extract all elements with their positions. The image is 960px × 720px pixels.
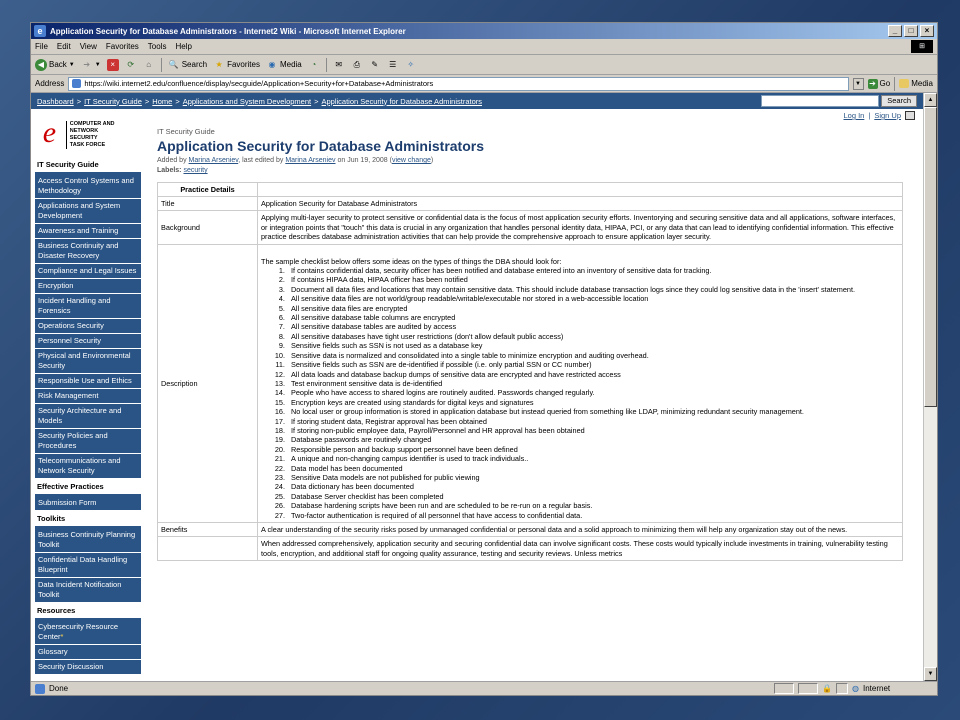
list-item: 5. All sensitive data files are encrypted (287, 304, 899, 313)
editor-link[interactable]: Marina Arseniev (285, 157, 336, 164)
lock-icon: 🔒 (822, 684, 833, 693)
security-task-force-logo (35, 113, 141, 157)
list-item: 14. People who have access to shared logins are routinely audited. Passwords changed regularly. (287, 388, 899, 397)
list-item: 4. All sensitive data files are not world/group readable/writable/executable nor stored in a web-accessible location (287, 294, 899, 303)
list-item: 8. All sensitive databases have tight user restrictions (don't allow default public access) (287, 332, 899, 341)
list-item: 22. Data model has been documented (287, 464, 899, 473)
scroll-down-button[interactable]: ▼ (924, 667, 937, 681)
list-item: 11. Sensitive fields such as SSN are de-identified if possible (i.e. only partial SSN or CC number) (287, 360, 899, 369)
sidebar-item-bc-toolkit[interactable]: Business Continuity Planning Toolkit (35, 528, 141, 553)
sidebar-item-responsible-use[interactable]: Responsible Use and Ethics (35, 374, 141, 389)
list-item: 21. A unique and non-changing campus identifier is used to track individuals.. (287, 454, 899, 463)
sidebar-item-compliance[interactable]: Compliance and Legal Issues (35, 264, 141, 279)
menu-help[interactable]: Help (175, 42, 192, 51)
table-row: Description The sample checklist below offers some ideas on the types of things the DBA should look for: 1. If contains confidential data, security officer has been notified and database entered into an inventory of sensitive data for tracking. 2. If contains HIPAA data, HIPAA officer has been notified 3. Document all data files and locations that may contain sensitive data. This should include database transaction logs since they could log sensitive data in the 'insert' statement. 4. All sensitive data files are not world/group readable/writable/executable nor stored in a web-accessible location 5. All sensitive data files are encrypted 6. All sensitive database table columns are encrypted 7. All sensitive database tables are audited by access 8. All sensitive databases have tight user restrictions (don't allow default public access) 9. Sensitive fields such as SSN is not used as a database key 10. Sensitive data is normalized and consolidated into a single table to minimize encryption and auditing overhead. 11. Sensitive fields such as SSN are de-identified if possible (i.e. only partial SSN or CC number) 12. All data loads and database backup dumps of sensitive data are encrypted and have restricted access 13. Test environment sensitive data is de-identified 14. People who have access to shared logins are routinely audited. Passwords changed regularly. 15. Encryption keys are created using standards for digital keys and signatures 16. No local user or group information is stored in application database but instead queried from something like LDAP, minimizing redundant security management. 17. If storing student data, Registrar approval has been obtained 18. If storing non-public employee data, Payroll/Personnel and HR approval has been obtained 19. Database passwords are routinely changed 20. Responsible person and backup support personnel have been defined 21. A unique and non-changing campus identifier is used to track individuals.. 22. Data model has been documented 23. Sensitive Data models are not published for public viewing 24. Data dictionary has been documented 25. Database Server checklist has been completed 26. Database hardening scripts have been run and are scheduled to be re-run on a regular basis. 27. Two-factor authentication is required of all personnel that have access to confidential data. (158, 244, 903, 522)
sidebar-item-risk-management[interactable]: Risk Management (35, 389, 141, 404)
search-button[interactable]: 🔍 Search (168, 59, 208, 69)
sidebar-item-access-control[interactable]: Access Control Systems and Methodology (35, 174, 141, 199)
table-row: Benefits A clear understanding of the security risks posed by unmanaged confidential or personal data and a solid approach to minimizing them will help any organization stay out of the news. (158, 523, 903, 537)
address-input[interactable] (68, 77, 848, 91)
browser-window (30, 22, 938, 696)
crumb-it-security-guide[interactable]: IT Security Guide (84, 96, 142, 106)
list-item: 2. If contains HIPAA data, HIPAA officer has been notified (287, 275, 899, 284)
page-icon (72, 79, 81, 88)
zone-label: Internet (863, 684, 891, 693)
sidebar-section-toolkits[interactable]: Toolkits (35, 511, 141, 528)
ie-icon: e (34, 25, 46, 37)
close-button[interactable]: × (920, 25, 934, 37)
sidebar-item-physical-security[interactable]: Physical and Environmental Security (35, 349, 141, 374)
sidebar-item-data-incident[interactable]: Data Incident Notification Toolkit (35, 578, 141, 603)
list-item: 15. Encryption keys are created using standards for digital keys and signatures (287, 398, 899, 407)
minimize-button[interactable]: _ (888, 25, 902, 37)
list-item: 9. Sensitive fields such as SSN is not used as a database key (287, 341, 899, 350)
back-button[interactable]: ◀ Back ▼ (35, 59, 75, 71)
sidebar-item-awareness[interactable]: Awareness and Training (35, 224, 141, 239)
menu-view[interactable]: View (79, 42, 97, 51)
sidebar-item-security-discussion[interactable]: Security Discussion (35, 660, 141, 675)
menu-file[interactable]: File (35, 42, 48, 51)
media-link[interactable]: Media (899, 79, 933, 88)
list-item: 20. Responsible person and backup support personnel have been defined (287, 445, 899, 454)
list-item: 17. If storing student data, Registrar approval has been obtained (287, 417, 899, 426)
page-metadata: Added by Marina Arseniev, last edited by Marina Arseniev on Jun 19, 2008 (view change) (157, 157, 434, 164)
menu-edit[interactable]: Edit (56, 42, 71, 51)
sidebar-item-business-continuity[interactable]: Business Continuity and Disaster Recovery (35, 239, 141, 264)
main-content: Log In | Sign Up IT Security Guide Application Security for Database Administrators Added by Marina Arseniev, last edited by Marina Arseniev on Jun 19, 2008 (view change) Labels: security Practice Details Title Application Security for Database Administrators Background Applying multi-layer security to protect sensitive or confidential data is the focus of most application security efforts. Inventorying and securing sensitive data and all applications, software interfaces, or integration points that "touch" this data is crucial in any organization that handles personal identity data, HIPAA, PCI, or any data that can lead to identifying confidential information. This effective practice describes database administration activities that can help provide the comprehensive approach to ensure application layer security. Description The sample checklist below offers some ideas on the types of things the DBA should look for: 1. If contains confidential data, security officer has been notified and database entered into an inventory of sensitive data for tracking. 2. If contains HIPAA data, HIPAA officer has been notified 3. Document all data files and locations that may contain sensitive data. This should include database transaction logs since they could log sensitive data in the 'insert' statement. 4. All sensitive data files are not world/group readable/writable/executable nor stored in a web-accessible location 5. All sensitive data files are encrypted 6. All sensitive database table columns are encrypted 7. All sensitive database tables are audited by access 8. All sensitive databases have tight user restrictions (don't allow default public access) 9. Sensitive fields such as SSN is not used as a database key 10. Sensitive data is normalized and consolidated into a single table to minimize encryption and auditing overhead. 11. Sensitive fields such as SSN are de-identified if possible (i.e. only partial SSN or CC number) 12. All data loads and database backup dumps of sensitive data are encrypted and have restricted access 13. Test environment sensitive data is de-identified 14. People who have access to shared logins are routinely audited. Passwords changed regularly. 15. Encryption keys are created using standards for digital keys and signatures 16. No local user or group information is stored in application database but instead queried from something like LDAP, minimizing redundant security management. 17. If storing student data, Registrar approval has been obtained 18. If storing non-public employee data, Payroll/Personnel and HR approval has been obtained 19. Database passwords are routinely changed 20. Responsible person and backup support personnel have been defined 21. A unique and non-changing campus identifier is used to track individuals.. 22. Data model has been documented 23. Sensitive Data models are not published for public viewing 24. Data dictionary has been documented 25. Database Server checklist has been completed 26. Database hardening scripts have been run and are scheduled to be re-run on a regular basis. 27. Two-factor authentication is required of all personnel that have access to confidential data. Benefits A clear understanding of the security risks posed by unmanaged confidential or personal data and a solid approach to minimizing them will help any organization stay out of the news. When addressed comprehensively, application security and securing confidential data can involve significant costs. These costs would typically include investments in training, vulnerability testing tools, encryption, and additional staff for ongoing quality assurance, testing and security reviews. Unless metrics (143, 109, 923, 681)
sidebar-item-security-policies[interactable]: Security Policies and Procedures (35, 429, 141, 454)
star-icon: ★ (215, 59, 223, 69)
wiki-search-button[interactable]: Search (881, 95, 917, 107)
table-row: When addressed comprehensively, application security and securing confidential data can involve significant costs. These costs would typically include investments in training, vulnerability testing tools, encryption, and additional staff for ongoing quality assurance, testing and security reviews. Unless metrics (158, 537, 903, 561)
list-item: 18. If storing non-public employee data, Payroll/Personnel and HR approval has been obtained (287, 426, 899, 435)
table-row: Title Application Security for Database Administrators (158, 197, 903, 211)
menu-favorites[interactable]: Favorites (105, 42, 139, 51)
logo-letter: e (42, 116, 57, 149)
address-dropdown[interactable]: ▼ (853, 78, 864, 90)
checklist-intro: The sample checklist below offers some ideas on the types of things the DBA should look for: (261, 256, 562, 266)
messenger-icon[interactable]: ✧ (407, 59, 415, 69)
edit-icon[interactable]: ✎ (371, 59, 379, 69)
login-link[interactable]: Log In (843, 111, 865, 120)
list-item: 26. Database hardening scripts have been run and are scheduled to be re-run on a regular basis. (287, 501, 899, 510)
media-button[interactable]: ◉ Media (266, 59, 302, 71)
sidebar-item-operations-security[interactable]: Operations Security (35, 319, 141, 334)
breadcrumb-bar (31, 93, 923, 109)
list-item: 27. Two-factor authentication is required of all personnel that have access to confidential data. (287, 511, 899, 520)
sidebar-item-security-architecture[interactable]: Security Architecture and Models (35, 404, 141, 429)
scroll-thumb[interactable] (924, 107, 937, 407)
signup-link[interactable]: Sign Up (874, 111, 901, 120)
address-bar (31, 75, 937, 93)
table-row: Background Applying multi-layer security to protect sensitive or confidential data is the focus of most application security efforts. Inventorying and securing sensitive data and all applications, software interfaces, or integration points that "touch" this data is crucial in any organization that handles personal identity data, HIPAA, PCI, or any data that can lead to identifying confidential information. This effective practice describes database administration activities that can help provide the comprehensive approach to ensure application layer security. (158, 211, 903, 244)
title-bar (31, 23, 937, 39)
home-icon[interactable]: ⌂ (146, 59, 152, 69)
practice-details-table (157, 182, 903, 561)
internet-zone-icon: ◍ (852, 684, 859, 693)
sidebar-item-glossary[interactable]: Glossary (35, 645, 141, 660)
mail-icon[interactable]: ✉ (335, 59, 343, 69)
sidebar-item-personnel-security[interactable]: Personnel Security (35, 334, 141, 349)
forward-button[interactable]: ➔ ▼ (81, 59, 101, 71)
page-title: Application Security for Database Administrators (157, 138, 484, 154)
list-item: 6. All sensitive database table columns are encrypted (287, 313, 899, 322)
page-done-icon (35, 684, 45, 694)
sidebar (31, 109, 143, 681)
view-change-link[interactable]: view change (391, 157, 431, 164)
search-icon: 🔍 (168, 59, 179, 69)
sidebar-item-cybersecurity-center[interactable]: Cybersecurity Resource Center* (35, 620, 141, 645)
discuss-icon[interactable]: ☰ (389, 59, 397, 69)
back-arrow-icon: ◀ (35, 59, 47, 71)
sidebar-section-effective-practices[interactable]: Effective Practices (35, 479, 141, 496)
list-item: 7. All sensitive database tables are audited by access (287, 322, 899, 331)
label-security-link[interactable]: security (183, 167, 208, 174)
author-link[interactable]: Marina Arseniev (188, 157, 239, 164)
menu-bar (31, 39, 937, 55)
go-arrow-icon: ➔ (869, 78, 876, 88)
sidebar-item-encryption[interactable]: Encryption (35, 279, 141, 294)
logo-line2: SECURITY (69, 135, 98, 141)
menu-tools[interactable]: Tools (147, 42, 167, 51)
sidebar-item-incident-handling[interactable]: Incident Handling and Forensics (35, 294, 141, 319)
favorites-button[interactable]: ★ Favorites (213, 59, 260, 71)
vertical-scrollbar[interactable] (923, 93, 937, 681)
sidebar-item-submission-form[interactable]: Submission Form (35, 496, 141, 511)
window-title: Application Security for Database Administrators - Internet2 Wiki - Microsoft Internet Explorer (50, 26, 406, 36)
crumb-home[interactable]: Home (152, 96, 173, 106)
logo-line1: COMPUTER AND NETWORK (69, 121, 115, 134)
crumb-dashboard[interactable]: Dashboard (37, 96, 74, 106)
sidebar-section-it-security-guide[interactable]: IT Security Guide (35, 157, 141, 174)
list-item: 13. Test environment sensitive data is de-identified (287, 379, 899, 388)
sidebar-section-resources[interactable]: Resources (35, 603, 141, 620)
crumb-applications[interactable]: Applications and System Development (182, 96, 312, 106)
stop-icon[interactable]: × (107, 59, 119, 71)
list-item: 19. Database passwords are routinely changed (287, 435, 899, 444)
address-label: Address (35, 79, 65, 88)
folder-icon (899, 79, 909, 88)
print-icon[interactable]: ⎙ (353, 59, 360, 69)
list-item: 24. Data dictionary has been documented (287, 482, 899, 491)
status-bar (31, 681, 937, 695)
history-icon[interactable]: ◔ (311, 59, 317, 69)
status-text: Done (49, 684, 69, 693)
maximize-button[interactable]: □ (904, 25, 918, 37)
windows-logo-icon: ⊞ (911, 40, 933, 53)
list-item: 25. Database Server checklist has been completed (287, 492, 899, 501)
sidebar-item-applications[interactable]: Applications and System Development (35, 199, 141, 224)
list-item: 12. All data loads and database backup dumps of sensitive data are encrypted and have restricted access (287, 370, 899, 379)
crumb-current-page[interactable]: Application Security for Database Administrators (321, 96, 482, 106)
printer-icon[interactable] (905, 111, 915, 120)
logo-line3: TASK FORCE (69, 142, 106, 148)
wiki-search-input[interactable] (761, 95, 879, 107)
list-item: 23. Sensitive Data models are not published for public viewing (287, 473, 899, 482)
go-button[interactable]: ➔ Go (869, 78, 891, 88)
scroll-up-button[interactable]: ▲ (924, 93, 937, 107)
sidebar-item-confidential-data[interactable]: Confidential Data Handling Blueprint (35, 553, 141, 578)
list-item: 1. If contains confidential data, security officer has been notified and database entered into an inventory of sensitive data for tracking. (287, 266, 899, 275)
page-labels: Labels: security (157, 167, 208, 174)
list-item: 10. Sensitive data is normalized and consolidated into a single table to minimize encryption and auditing overhead. (287, 351, 899, 360)
breadcrumb: Dashboard > IT Security Guide > Home > Applications and System Development > Application Security for Database Administrators (37, 96, 482, 106)
list-item: 16. No local user or group information is stored in application database but instead queried from something like LDAP, minimizing redundant security management. (287, 407, 899, 416)
list-item: 3. Document all data files and locations that may contain sensitive data. This should include database transaction logs since they could log sensitive data in the 'insert' statement. (287, 285, 899, 294)
refresh-icon[interactable]: ⟳ (127, 59, 135, 69)
dba-checklist (287, 266, 899, 520)
external-link-icon: * (60, 632, 64, 641)
forward-arrow-icon: ➔ (83, 59, 91, 69)
space-name: IT Security Guide (157, 127, 215, 136)
table-header: Practice Details (158, 183, 258, 197)
media-icon: ◉ (268, 59, 276, 69)
address-url: https://wiki.internet2.edu/confluence/display/secguide/Application+Security+for+Database+Administrators (84, 79, 434, 88)
toolbar (31, 55, 937, 75)
sidebar-item-telecommunications[interactable]: Telecommunications and Network Security (35, 454, 141, 479)
